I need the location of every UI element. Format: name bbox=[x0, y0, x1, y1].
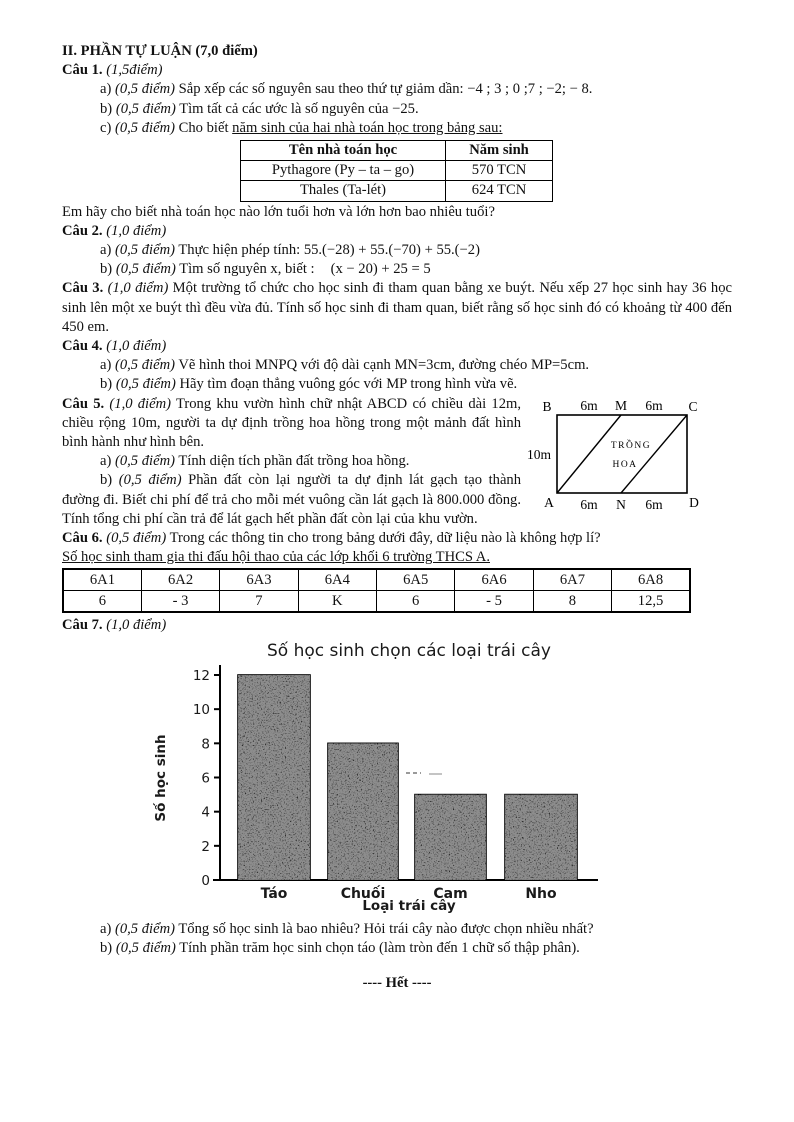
table-cell: 624 TCN bbox=[446, 181, 553, 201]
item-score: (0,5 điểm) bbox=[115, 100, 176, 117]
table-value-row bbox=[63, 591, 690, 613]
table-cell: - 5 bbox=[455, 591, 533, 613]
cau4-label: Câu 4. bbox=[62, 338, 103, 355]
category-label: Táo bbox=[260, 885, 288, 902]
item-score: (0,5 điểm) bbox=[118, 472, 182, 489]
cau2-label: Câu 2. bbox=[62, 222, 103, 239]
table-header-cell: 6A8 bbox=[612, 569, 690, 591]
cau5-label: Câu 5. bbox=[62, 395, 105, 412]
cau4-title bbox=[62, 337, 732, 356]
item-letter: a) bbox=[100, 357, 112, 374]
item-letter: b) bbox=[100, 376, 113, 393]
cau7-title bbox=[62, 616, 732, 635]
item-letter: b) bbox=[100, 472, 113, 489]
table-cell: 8 bbox=[533, 591, 611, 613]
figure-label-m: M bbox=[614, 397, 628, 413]
item-letter: c) bbox=[100, 119, 112, 136]
cau1-label: Câu 1. bbox=[62, 62, 103, 79]
cau1-b bbox=[62, 100, 732, 119]
item-score: (0,5 điểm) bbox=[115, 453, 175, 470]
figure-bottom-seg1: 6m bbox=[580, 496, 598, 512]
category-label: Chuối bbox=[340, 885, 386, 902]
item-letter: a) bbox=[100, 242, 112, 259]
item-score: (0,5 điểm) bbox=[115, 940, 176, 957]
cau1-question: Em hãy cho biết nhà toán học nào lớn tuổi hơn và lớn hơn bao nhiêu tuổi? bbox=[62, 203, 495, 220]
cau6-text: Trong các thông tin cho trong bảng dưới đây, dữ liệu nào là không hợp lí? bbox=[169, 530, 601, 547]
diagonal-nc bbox=[621, 415, 687, 493]
table-cell: 570 TCN bbox=[446, 161, 553, 181]
figure-label-c: C bbox=[688, 398, 698, 414]
item-letter: b) bbox=[100, 261, 113, 278]
cau6-label: Câu 6. bbox=[62, 530, 103, 547]
cau6-subtitle bbox=[62, 548, 732, 567]
table-cell: 7 bbox=[220, 591, 298, 613]
mathematician-table bbox=[240, 140, 553, 202]
table-row bbox=[241, 161, 553, 181]
table-cell: 6 bbox=[377, 591, 455, 613]
end-marker bbox=[62, 974, 732, 993]
figure-top-seg2: 6m bbox=[645, 397, 663, 413]
table-header-row bbox=[63, 569, 690, 591]
figure-label-d: D bbox=[689, 494, 699, 510]
cau3-paragraph bbox=[62, 279, 732, 337]
table-header-cell: 6A7 bbox=[533, 569, 611, 591]
table-header-cell: Năm sinh bbox=[446, 141, 553, 161]
table-cell: Pythagore (Py – ta – go) bbox=[241, 161, 446, 181]
table-cell: K bbox=[298, 591, 376, 613]
cau2-score: (1,0 điểm) bbox=[106, 222, 167, 239]
category-label: Cam bbox=[433, 885, 468, 902]
table-cell: 6 bbox=[63, 591, 141, 613]
cau1-c bbox=[62, 119, 732, 138]
table-header-cell: 6A4 bbox=[298, 569, 376, 591]
table-header-cell: 6A1 bbox=[63, 569, 141, 591]
cau5-text: Trong khu vườn hình chữ nhật ABCD có chiều dài 12m, chiều rộng 10m, người ta dự định trồng hoa hồng trong một mảnh đất hình bình hành như hình bên. bbox=[62, 395, 521, 451]
fruit-bar-chart bbox=[148, 640, 732, 920]
item-letter: a) bbox=[100, 81, 112, 98]
cau5-score: (1,0 điểm) bbox=[109, 395, 171, 412]
cau7-a bbox=[62, 920, 732, 939]
rectangle-abcd bbox=[557, 415, 687, 493]
item-text: Hãy tìm đoạn thẳng vuông góc với MP trong hình vừa vẽ. bbox=[179, 376, 518, 393]
cau6-score: (0,5 điểm) bbox=[106, 530, 167, 547]
table-header-row bbox=[241, 141, 553, 161]
table-cell: - 3 bbox=[141, 591, 219, 613]
figure-left-side: 10m bbox=[527, 446, 552, 462]
item-score: (0,5 điểm) bbox=[115, 261, 176, 278]
x-axis-label: Loại trái cây bbox=[362, 897, 456, 914]
item-score: (0,5 điểm) bbox=[115, 242, 175, 259]
cau1-a bbox=[62, 80, 732, 99]
y-tick-label: 6 bbox=[201, 770, 210, 787]
item-letter: a) bbox=[100, 453, 112, 470]
table-row bbox=[241, 181, 553, 201]
chart-title: Số học sinh chọn các loại trái cây bbox=[267, 640, 551, 661]
cau7-b bbox=[62, 939, 732, 958]
section-header bbox=[62, 42, 732, 61]
bar-texture bbox=[415, 794, 486, 879]
y-tick-label: 8 bbox=[201, 736, 210, 753]
item-score: (0,5 điểm) bbox=[115, 81, 175, 98]
cau1-title bbox=[62, 61, 732, 80]
item-text-underlined: năm sinh của hai nhà toán học trong bảng sau: bbox=[232, 119, 503, 136]
cau7-score: (1,0 điểm) bbox=[106, 617, 167, 634]
diagonal-am bbox=[557, 415, 621, 493]
figure-top-seg1: 6m bbox=[580, 397, 598, 413]
bar-texture bbox=[505, 794, 577, 879]
item-letter: b) bbox=[100, 100, 113, 117]
item-text: Thực hiện phép tính: 55.(−28) + 55.(−70) + 55.(−2) bbox=[178, 242, 480, 259]
cau4-b bbox=[62, 375, 732, 394]
cau4-score: (1,0 điểm) bbox=[106, 338, 167, 355]
cau3-score: (1,0 điểm) bbox=[107, 280, 169, 297]
item-letter: a) bbox=[100, 920, 112, 937]
item-score: (0,5 điểm) bbox=[115, 119, 175, 136]
garden-figure bbox=[527, 397, 732, 522]
cau2-b bbox=[62, 260, 732, 279]
figure-inner-text-1: TRỒNG bbox=[610, 440, 652, 451]
cau4-a bbox=[62, 356, 732, 375]
cau6-title bbox=[62, 529, 732, 548]
bar-chart-svg bbox=[148, 640, 618, 914]
cau6-subtitle-text: Số học sinh tham gia thi đấu hội thao của các lớp khối 6 trường THCS A. bbox=[62, 549, 490, 566]
section-title: II. PHẦN TỰ LUẬN (7,0 điểm) bbox=[62, 43, 258, 59]
table-cell: 12,5 bbox=[612, 591, 690, 613]
figure-label-n: N bbox=[616, 496, 626, 512]
item-score: (0,5 điểm) bbox=[115, 920, 175, 937]
figure-inner-text-2: HOA bbox=[612, 459, 638, 470]
bar-texture bbox=[238, 675, 310, 880]
item-text: Tính phần trăm học sinh chọn táo (làm tròn đến 1 chữ số thập phân). bbox=[179, 940, 580, 957]
item-score: (0,5 điểm) bbox=[115, 357, 175, 374]
item-text: Sắp xếp các số nguyên sau theo thứ tự giảm dần: −4 ; 3 ; 0 ;7 ; −2; − 8. bbox=[178, 81, 593, 98]
cau3-text: Một trường tổ chức cho học sinh đi tham quan bằng xe buýt. Nếu xếp 27 học sinh hay 36 học sinh lên một xe buýt thì đều vừa đủ. Tính số học sinh đi tham quan, biết rằng số học sinh đó có khoảng từ 400 đến 450 em. bbox=[62, 280, 732, 335]
figure-label-b: B bbox=[542, 398, 552, 414]
cau6-block bbox=[62, 529, 732, 613]
category-label: Nho bbox=[525, 885, 557, 902]
figure-label-a: A bbox=[544, 494, 554, 510]
figure-bottom-seg2: 6m bbox=[645, 496, 663, 512]
item-text: Tính diện tích phần đất trồng hoa hồng. bbox=[178, 453, 410, 470]
item-text: Tìm số nguyên x, biết : bbox=[179, 261, 315, 278]
end-text: ---- Hết ---- bbox=[362, 975, 432, 992]
y-tick-label: 12 bbox=[192, 667, 210, 684]
y-tick-label: 10 bbox=[192, 701, 210, 718]
bar-texture bbox=[328, 743, 398, 880]
y-tick-label: 2 bbox=[201, 838, 210, 855]
cau3-label: Câu 3. bbox=[62, 280, 104, 297]
item-text: Vẽ hình thoi MNPQ với độ dài cạnh MN=3cm, đường chéo MP=5cm. bbox=[178, 357, 590, 374]
cau7-label: Câu 7. bbox=[62, 617, 103, 634]
item-letter: b) bbox=[100, 940, 113, 957]
table-header-cell: 6A2 bbox=[141, 569, 219, 591]
table-header-cell: 6A6 bbox=[455, 569, 533, 591]
equation: (x − 20) + 25 = 5 bbox=[330, 261, 431, 278]
y-tick-label: 0 bbox=[201, 872, 210, 889]
cau1-score: (1,5điểm) bbox=[106, 62, 163, 79]
cau2-a bbox=[62, 241, 732, 260]
cau2-title bbox=[62, 222, 732, 241]
item-text: Tổng số học sinh là bao nhiêu? Hỏi trái cây nào được chọn nhiều nhất? bbox=[178, 920, 594, 937]
table-header-cell: Tên nhà toán học bbox=[241, 141, 446, 161]
item-score: (0,5 điểm) bbox=[115, 376, 176, 393]
class-data-table bbox=[62, 568, 691, 613]
cau5-block bbox=[62, 395, 732, 529]
table-cell: Thales (Ta-lét) bbox=[241, 181, 446, 201]
y-axis-label: Số học sinh bbox=[153, 734, 169, 822]
table-header-cell: 6A5 bbox=[377, 569, 455, 591]
item-text: Cho biết bbox=[178, 119, 229, 136]
table-header-cell: 6A3 bbox=[220, 569, 298, 591]
item-text: Phần đất còn lại người ta dự định lát gạch tạo thành đường đi. Biết chi phí để trả cho mỗi mét vuông cần lát gạch là 800.000 đồng. Tính tổng chi phí cần trả để lát gạch hết phần đất còn lại của khu vườn. bbox=[62, 472, 522, 527]
item-text: Tìm tất cả các ước là số nguyên của −25. bbox=[179, 100, 419, 117]
y-tick-label: 4 bbox=[201, 804, 210, 821]
